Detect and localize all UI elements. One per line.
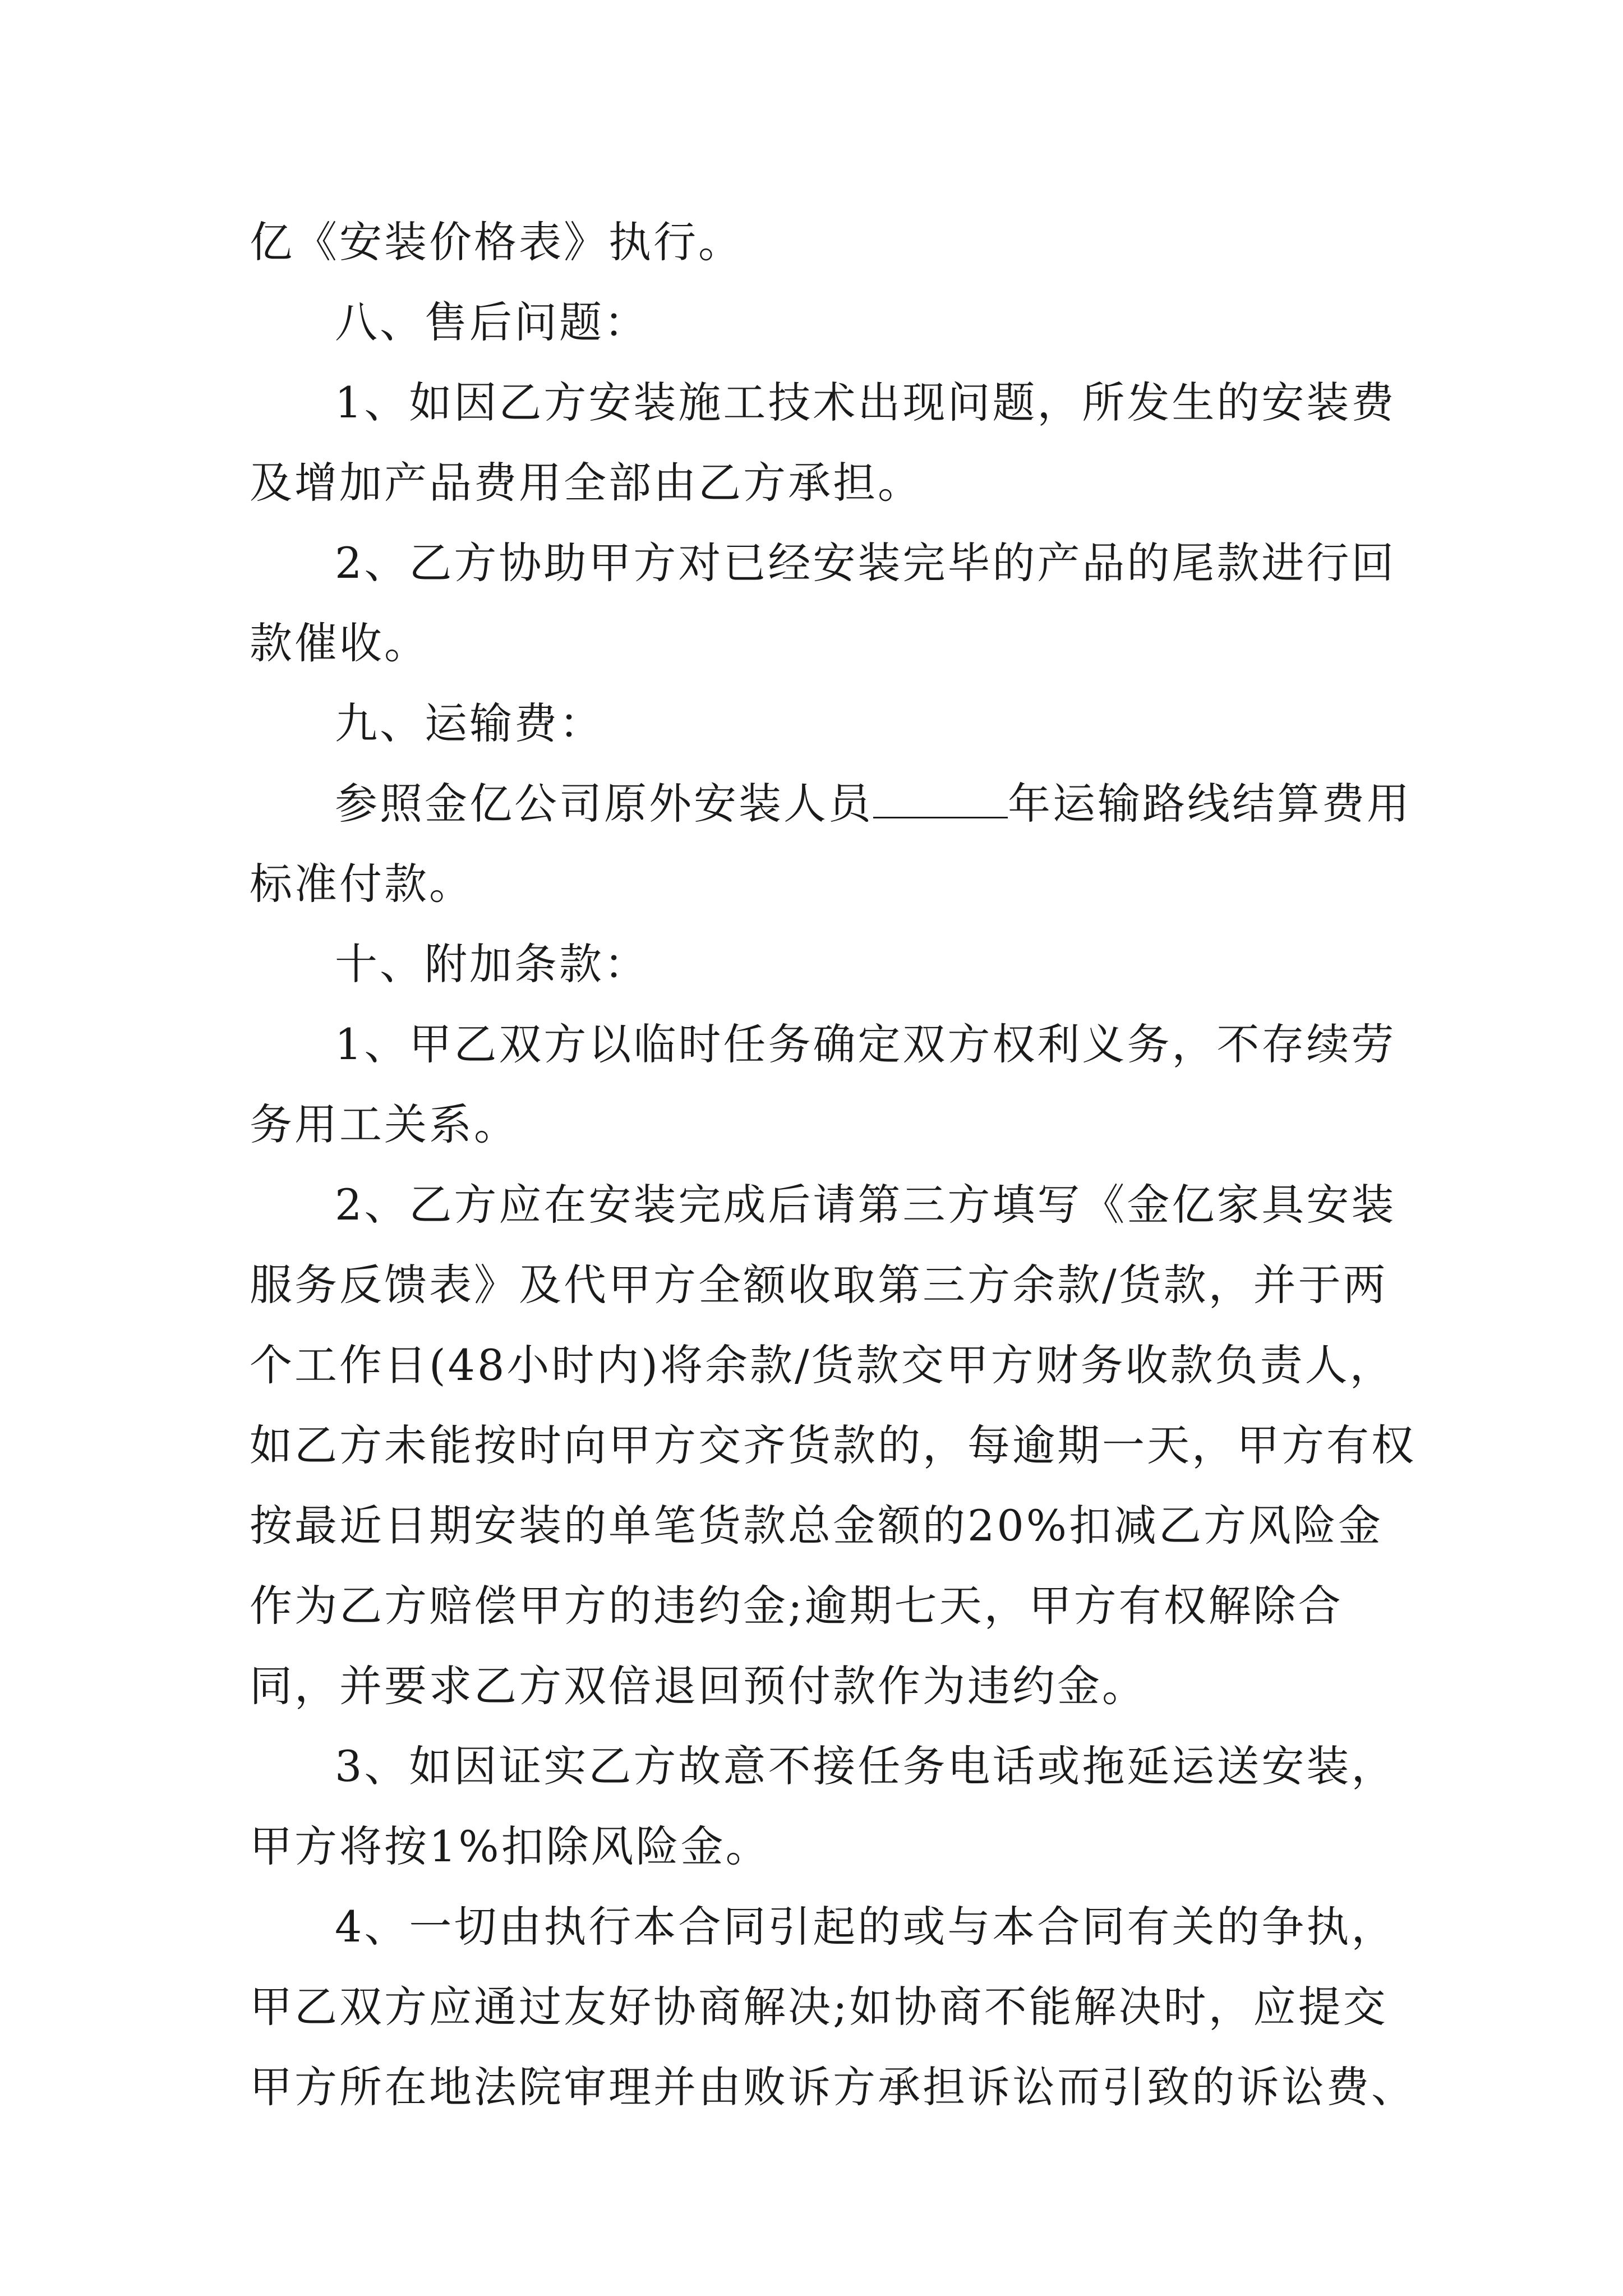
transport-fee-text-part-1: 参照金亿公司原外安装人员 [335,779,873,829]
clause-additional-3: 3、如因证实乙方故意不接任务电话或拖延运送安装，甲方将按1%扣除风险金。 [250,1741,1396,1871]
clause-after-sales-2: 2、乙方协助甲方对已经安装完毕的产品的尾款进行回款催收。 [250,538,1396,668]
paragraph-continuation: 亿《安装价格表》执行。 [250,217,743,267]
clause-transport-fee [250,763,1416,924]
clause-after-sales-1: 1、如因乙方安装施工技术出现问题，所发生的安装费及增加产品费用全部由乙方承担。 [250,378,1396,508]
document-body [250,202,1416,2127]
clause-additional-1: 1、甲乙双方以临时任务确定双方权利义务，不存续劳务用工关系。 [250,1019,1396,1149]
section-heading-transport-fee: 九、运输费： [335,698,604,748]
clause-additional-4: 4、一切由执行本合同引起的或与本合同有关的争执，甲乙双方应通过友好协商解决;如协商不能解决时，应提交甲方所在地法院审理并由败诉方承担诉讼而引致的诉讼费、 [250,1902,1416,2112]
section-heading-additional-terms: 十、附加条款： [335,939,649,989]
clause-additional-2: 2、乙方应在安装完成后请第三方填写《金亿家具安装服务反馈表》及代甲方全额收取第三方余款/货款，并于两个工作日(48小时内)将余款/货款交甲方财务收款负责人，如乙方未能按时向甲方交齐货款的，每逾期一天，甲方有权按最近日期安装的单笔货款总金额的20%扣减乙方风险金作为乙方赔偿甲方的违约金;逾期七天，甲方有权解除合同，并要求乙方双倍退回预付款作为违约金。 [250,1180,1416,1711]
section-heading-after-sales: 八、售后问题： [335,297,649,347]
fill-in-blank-year [873,783,1008,818]
transport-fee-text-part-2: 年运输路线结算费用标准付款。 [250,779,1412,909]
